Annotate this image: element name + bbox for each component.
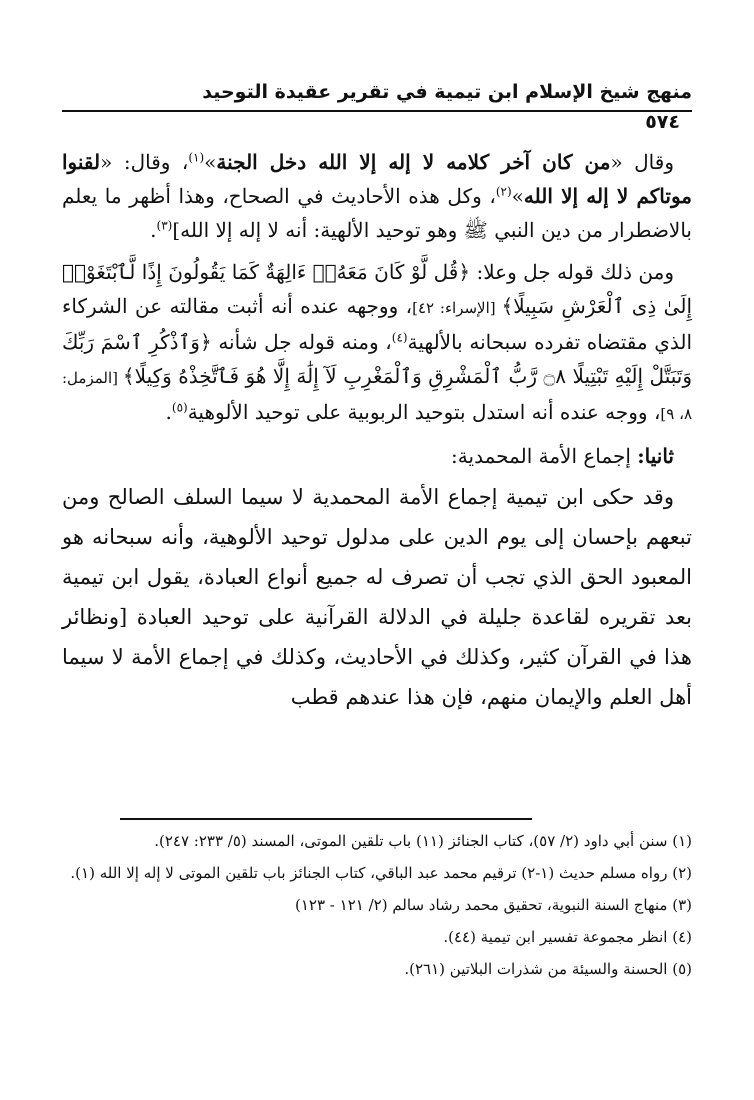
- footnote: (٢) رواه مسلم حديث (١-٢) ترقيم محمد عبد الباقي، كتاب الجنائز باب تلقين الموتى لا إله إلا الله (١).: [70, 864, 692, 882]
- text: وقال «: [610, 150, 674, 174]
- text: .: [150, 218, 157, 242]
- running-header: [62, 78, 692, 108]
- quran-verse: ﴿قُل لَّوْ كَانَ مَعَهُۥٓ ءَالِهَةٌ كَمَا يَقُولُونَ إِذًا لَّٱبْتَغَوْا۟ إِلَىٰ ذِى ٱلْعَرْشِ سَبِيلًا﴾: [62, 260, 693, 318]
- footnote: (١) سنن أبي داود (٢/ ٥٧)، كتاب الجنائز (١١) باب تلقين الموتى، المسند (٥/ ٢٣٣: ٢٤٧).: [154, 832, 692, 850]
- text: ، ومنه قوله جل شأنه: [211, 330, 392, 354]
- footnote-ref: (١): [188, 150, 205, 165]
- footnote-ref: (٤): [391, 330, 408, 345]
- paragraph-3: وقد حكى ابن تيمية إجماع الأمة المحمدية لا سيما السلف الصالح ومن تبعهم بإحسان إلى يوم الدين على مدلول توحيد الألوهية، وأنه سبحانه هو المعبود الحق الذي تجب أن تصرف له جميع أنواع العبادة، يقول ابن تيمية بعد تقريره لقاعدة جليلة في الدلالة القرآنية على توحيد العبادة [ونظائر هذا في القرآن كثير، وكذلك في الأحاديث، وكذلك في إجماع الأمة لا سيما أهل العلم والإيمان منهم، فإن هذا عندهم قطب: [62, 485, 692, 709]
- footnote: (٤) انظر مجموعة تفسير ابن تيمية (٤٤).: [443, 928, 692, 946]
- book-title: منهج شيخ الإسلام ابن تيمية في تقرير عقيدة التوحيد: [202, 81, 692, 103]
- paragraph-2: [62, 255, 692, 431]
- page-number: ٥٧٤: [645, 111, 680, 133]
- text: ، وقال: «: [100, 150, 189, 174]
- footnote-ref: (٢): [495, 184, 512, 199]
- text: »: [204, 150, 217, 174]
- footnote-ref: (٣): [156, 218, 173, 233]
- footnote: (٣) منهاج السنة النبوية، تحقيق محمد رشاد سالم (٢/ ١٢١ - ١٢٣): [295, 896, 692, 914]
- heading-text: إجماع الأمة المحمدية:: [451, 444, 638, 468]
- header-rule: [62, 110, 692, 112]
- text: »: [511, 184, 524, 208]
- hadith-quote: من كان آخر كلامه لا إله إلا الله دخل الجنة: [216, 150, 611, 174]
- footnote-ref: (٥): [171, 400, 188, 415]
- footnote-rule: [120, 818, 532, 820]
- hadith-quote: لقنوا موتاكم لا إله إلا الله: [62, 150, 693, 208]
- text: ، ووجه عنده أنه استدل بتوحيد الربوبية على توحيد الألوهية: [187, 400, 661, 424]
- main-text: [62, 145, 692, 725]
- text: .: [165, 400, 172, 424]
- footnotes: [62, 826, 692, 986]
- verse-reference: [المزمل: ٨، ٩]: [62, 369, 692, 423]
- text: ، وكل هذه الأحاديث في الصحاح، وهذا أظهر ما يعلم بالاضطرار من دين النبي ﷺ وهو توحيد الألهية: أنه لا إله إلا الله]: [62, 184, 692, 242]
- section-heading: [62, 439, 692, 473]
- quran-verse: ﴿وَٱذْكُرِ ٱسْمَ رَبِّكَ وَتَبَتَّلْ إِلَيْهِ تَبْتِيلًا ۝٨ رَّبُّ ٱلْمَشْرِقِ وَٱلْمَغْرِبِ لَآ إِلَٰهَ إِلَّا هُوَ فَٱتَّخِذْهُ وَكِيلًا﴾: [62, 330, 693, 388]
- paragraph-1: [62, 145, 692, 247]
- heading-label: ثانيا:: [637, 444, 674, 468]
- text: ، ووجهه عنده أنه أثبت مقالته عن الشركاء الذي مقتضاه تفرده سبحانه بالألهية: [62, 294, 693, 354]
- verse-reference: [الإسراء: ٤٢]: [412, 299, 502, 317]
- text: ومن ذلك قوله جل وعلا:: [470, 260, 674, 284]
- footnote: (٥) الحسنة والسيئة من شذرات البلاتين (٢٦١).: [404, 960, 692, 978]
